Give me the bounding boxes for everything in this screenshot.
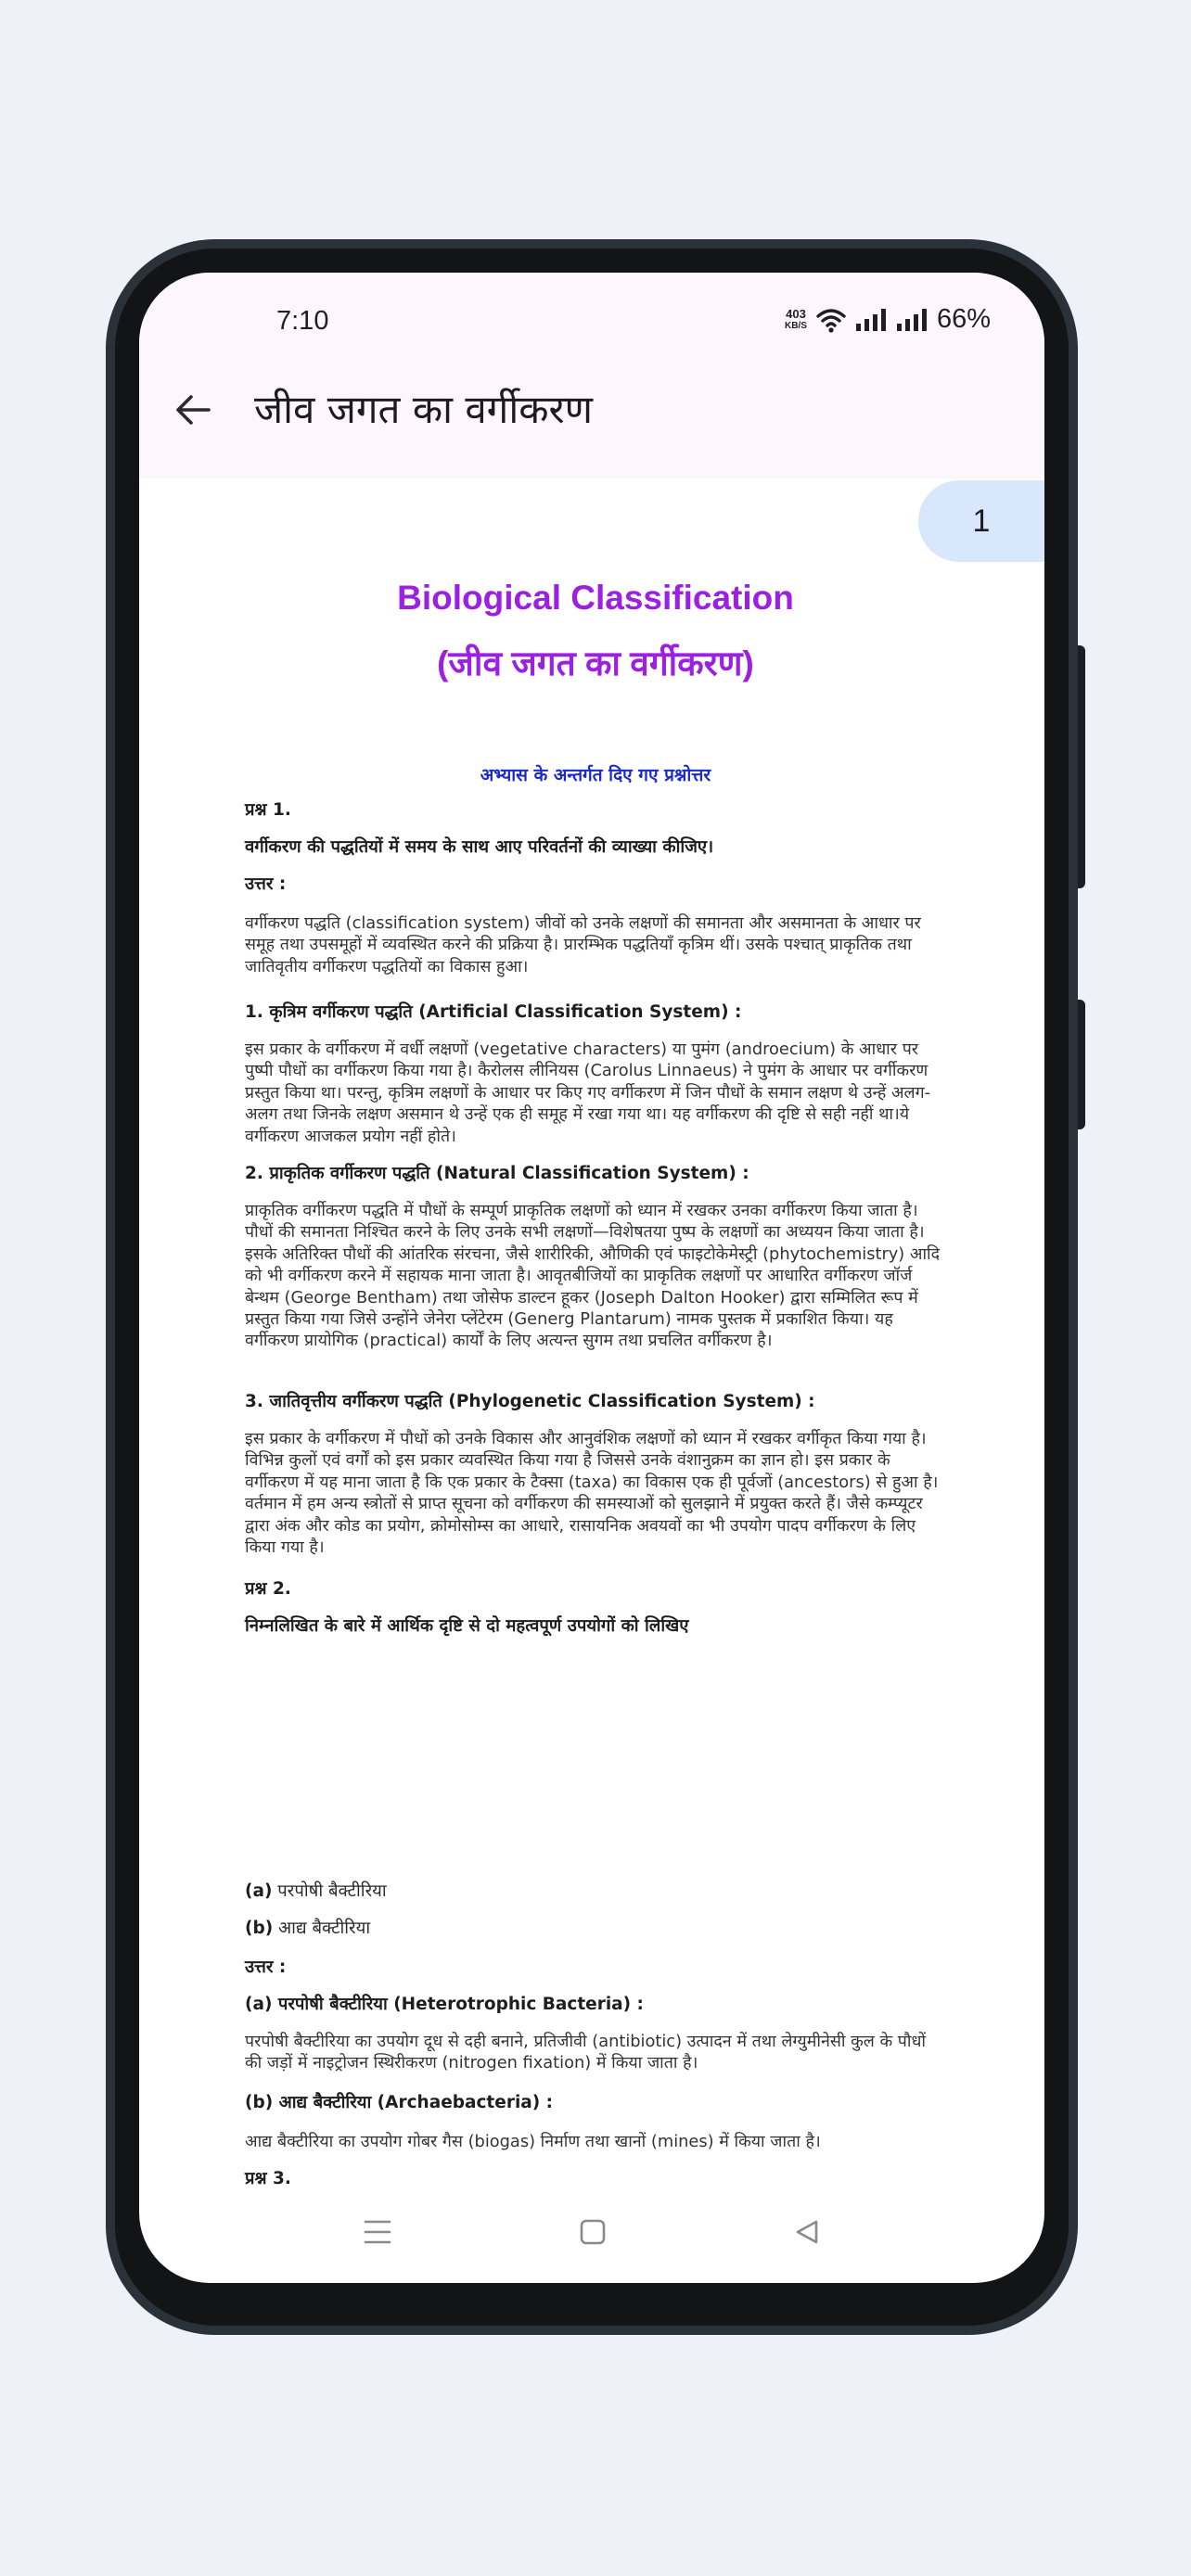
screen xyxy=(139,273,1044,2283)
network-speed: 403 KB/S xyxy=(785,306,807,331)
section-1-heading: 1. कृत्रिम वर्गीकरण पद्धति (Artificial Classification System) : xyxy=(245,1002,742,1022)
section-2-heading: 2. प्राकृतिक वर्गीकरण पद्धति (Natural Classification System) : xyxy=(245,1164,749,1183)
volume-button xyxy=(1078,645,1085,888)
question-2-label: प्रश्न 2. xyxy=(245,1579,291,1599)
battery-percent: 66% xyxy=(936,304,991,334)
doc-title-english: Biological Classification xyxy=(397,579,794,617)
arrow-left-icon xyxy=(175,394,211,426)
answer-2a-heading: (a) परपोषी बैक्टीरिया (Heterotrophic Bacteria) : xyxy=(245,1995,644,2014)
section-2-text: प्राकृतिक वर्गीकरण पद्धति में पौधों के सम्पूर्ण प्राकृतिक लक्षणों को ध्यान में रखकर उनका वर्गीकरण किया जाता है। पौधों की समानता निश्चित करने के लिए उनके सभी लक्षणों—विशेषतया पुष्प के लक्षणों का अध्ययन किया जाता है। इसके अतिरिक्त पौधों की आंतरिक संरचना, जैसे शारीरिकी, औणिकी एवं फाइटोकेमेस्ट्री (phytochemistry) आदि को भी वर्गीकरण करने में सहायक माना जाता है। आवृतबीजियों का प्राकृतिक लक्षणों पर आधारित वर्गीकरण जॉर्ज बेन्थम (George Bentham) तथा जोसेफ डाल्टन हूकर (Joseph Dalton Hooker) द्वारा सम्मिलित रूप में प्रस्तुत किया गया जिसे उन्होंने जेनेरा प्लेंटेरम (Generg Plantarum) नामक पुस्तक में प्रकाशित किया। यह वर्गीकरण प्रायोगिक (practical) कार्यों के लिए अत्यन्त सुगम तथा प्रचलित वर्गीकरण है। xyxy=(245,1201,941,1351)
wifi-icon xyxy=(816,307,846,333)
question-2-option-a: (a) परपोषी बैक्टीरिया xyxy=(245,1881,387,1901)
status-icons xyxy=(785,304,991,335)
section-3-text: इस प्रकार के वर्गीकरण में पौधों को उनके विकास और आनुवंशिक लक्षणों को ध्यान में रखकर वर्गीकृत किया गया है। विभिन्न कुलों एवं वर्गों को इस प्रकार व्यवस्थित किया गया है जिससे उनके वंशानुक्रम का ज्ञान हो। इस प्रकार के वर्गीकरण में यह माना जाता है कि एक प्रकार के टैक्सा (taxa) का विकास एक ही पूर्वजों (ancestors) से हुआ है। वर्तमान में हम अन्य स्त्रोतों से प्राप्त सूचना को वर्गीकरण की समस्याओं को सुलझाने में प्रयुक्त करते हैं। जैसे कम्प्यूटर द्वारा अंक और कोड का प्रयोग, क्रोमोसोम्स का आधारे, रासायनिक अवयवों का भी उपयोग पादप वर्गीकरण के लिए किया गया है। xyxy=(245,1429,939,1558)
app-bar xyxy=(139,273,1044,478)
question-2-text: निम्नलिखित के बारे में आर्थिक दृष्टि से दो महत्वपूर्ण उपयोगों को लिखिए xyxy=(245,1616,689,1636)
home-square-icon[interactable] xyxy=(580,2219,606,2245)
system-nav-bar xyxy=(139,2181,1044,2283)
question-1-text: वर्गीकरण की पद्धतियों में समय के साथ आए परिवर्तनों की व्याख्या कीजिए। xyxy=(245,837,714,857)
signal-icon xyxy=(855,309,887,331)
signal-icon-2 xyxy=(896,309,928,331)
doc-title-hindi: (जीव जगत का वर्गीकरण) xyxy=(437,644,754,682)
status-time: 7:10 xyxy=(276,306,329,336)
page-title: जीव जगत का वर्गीकरण xyxy=(254,387,594,432)
section-1-text: इस प्रकार के वर्गीकरण में वर्धी लक्षणों (vegetative characters) या पुमंग (androecium) के आधार पर पुष्पी पौधों का वर्गीकरण किया गया है। कैरोलस लीनियस (Carolus Linnaeus) ने पुमंग के आधार पर वर्गीकरण प्रस्तुत किया था। परन्तु, कृत्रिम लक्षणों के आधार पर किए गए वर्गीकरण में जिन पौधों के समान लक्षण थे उन्हें अलग-अलग तथा जिनके लक्षण असमान थे उन्हें एक ही समूह में रखा गया था। यह वर्गीकरण की दृष्टि से सही नहीं था।ये वर्गीकरण आजकल प्रयोग नहीं होते। xyxy=(245,1039,931,1146)
doc-subheading: अभ्यास के अन्तर्गत दिए गए प्रश्नोत्तर xyxy=(480,765,711,785)
question-2-option-b: (b) आद्य बैक्टीरिया xyxy=(245,1919,371,1938)
back-triangle-icon[interactable] xyxy=(794,2219,820,2245)
answer-2b-text: आद्य बैक्टीरिया का उपयोग गोबर गैस (biogas) निर्माण तथा खानों (mines) में किया जाता है। xyxy=(245,2132,821,2151)
question-1-label: प्रश्न 1. xyxy=(245,800,291,820)
question-3-label: प्रश्न 3. xyxy=(245,2169,291,2188)
answer-2b-heading: (b) आद्य बैक्टीरिया (Archaebacteria) : xyxy=(245,2093,554,2112)
answer-1-intro: वर्गीकरण पद्धति (classification system) जीवों को उनके लक्षणों की समानता और असमानता के आधार पर समूह तथा उपसमूहों में व्यवस्थित करने की प्रक्रिया है। प्रारम्भिक पद्धतियाँ कृत्रिम थीं। उसके पश्चात् प्राकृतिक तथा जातिवृतीय वर्गीकरण पद्धतियों का विकास हुआ। xyxy=(245,913,921,976)
answer-2a-text: परपोषी बैक्टीरिया का उपयोग दूध से दही बनाने, प्रतिजीवी (antibiotic) उत्पादन में तथा लेग्युमीनेसी कुल के पौधों की जड़ों में नाइट्रोजन स्थिरीकरण (nitrogen fixation) में किया जाता है। xyxy=(245,2032,927,2073)
menu-icon[interactable] xyxy=(364,2219,391,2245)
answer-label: उत्तर : xyxy=(245,874,287,894)
power-button xyxy=(1078,1000,1085,1129)
section-3-heading: 3. जातिवृत्तीय वर्गीकरण पद्धति (Phylogenetic Classification System) : xyxy=(245,1392,815,1411)
back-button[interactable] xyxy=(165,382,221,438)
answer-2-label: उत्तर : xyxy=(245,1958,287,1977)
page-number-badge: 1 xyxy=(918,480,1044,562)
